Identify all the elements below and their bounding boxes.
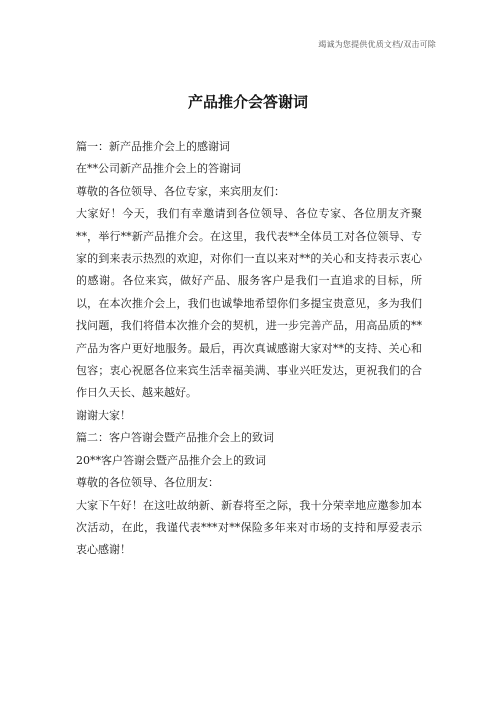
salutation-part-two: 尊敬的各位领导、各位朋友： <box>76 476 219 490</box>
page-title: 产品推介会答谢词 <box>187 93 308 111</box>
document-body <box>76 136 422 562</box>
heading-part-two: 篇二：客户答谢会暨产品推介会上的致词 <box>76 431 274 445</box>
heading-part-one: 篇一：新产品推介会上的感谢词 <box>76 140 230 153</box>
subheading-part-one: 在**公司新产品推介会上的答谢词 <box>76 162 241 176</box>
header-note: 竭诚为您提供优质文档/双击可除 <box>318 40 436 49</box>
closing-thanks: 谢谢大家！ <box>76 408 131 422</box>
salutation-part-one: 尊敬的各位领导、各位专家，来宾朋友们： <box>76 184 285 198</box>
body-paragraph-part-two: 大家下午好！在这吐故纳新、新春将至之际，我十分荣幸地应邀参加本次活动，在此，我谨代表***对**保险多年来对市场的支持和厚爱表示衷心感谢！ <box>76 498 422 557</box>
body-paragraph-part-one: 大家好！今天，我们有幸邀请到各位领导、各位专家、各位朋友齐聚**，举行**新产品推介会。在这里，我代表**全体员工对各位领导、专家的到来表示热烈的欢迎，对你们一直以来对**的关心和支持表示衷心的感谢。各位来宾，做好产品、服务客户是我们一直追求的目标，所以，在本次推介会上，我们也诚挚地希望你们多提宝贵意见，多为我们找问题，我们将借本次推介会的契机，进一步完善产品，用高品质的**产品为客户更好地服务。最后，再次真诚感谢大家对**的支持、关心和包容；衷心祝愿各位来宾生活幸福美满、事业兴旺发达，更祝我们的合作日久天长、越来越好。 <box>76 207 422 400</box>
subheading-part-two: 20**客户答谢会暨产品推介会上的致词 <box>76 453 266 467</box>
